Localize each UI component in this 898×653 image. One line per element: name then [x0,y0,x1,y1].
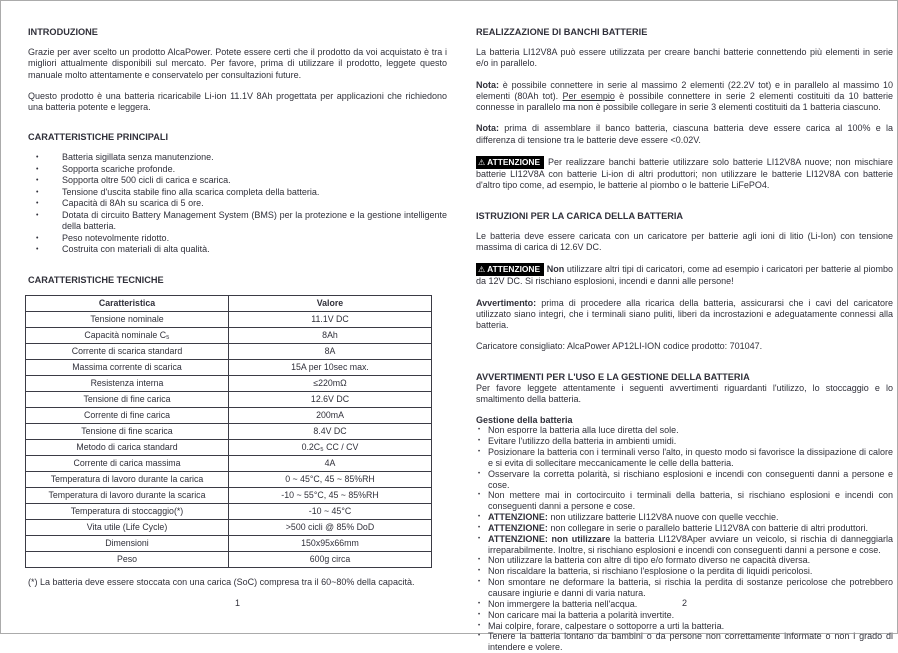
management-item [476,436,893,447]
management-item-text: Non immergere la batteria nell'acqua. [488,598,638,609]
management-item [476,512,893,523]
page-number-1: 1 [234,598,240,608]
charge-paragraph: Le batteria deve essere caricata con un caricatore per batterie agli ioni di litio (Li-Ion) con tensione massima di carica di 12.6V DC. [476,230,893,252]
spec-value: ≤220mΩ [229,375,432,391]
warning-block-1: ⚠ ATTENZIONE Per realizzare banchi batterie utilizzare solo batterie LI12V8A nuove; non mischiare batterie LI12V8A con batterie Li-ion di altri produttori; non utilizzare le batterie LI12V8A con batterie d'altro tipo come, ad esempio, le batterie al piombo o le batterie LiFePO4. [476,157,893,191]
page-number-2: 2 [681,598,687,608]
intro-paragraph-1: Grazie per aver scelto un prodotto AlcaPower. Potete essere certi che il prodotto da voi acquistato è tra i migliori attualmente disponibili sul mercato. Per favore, prima di utilizzare il prodotto, leggete questo manuale molto attentamente e conservatelo per consultazioni future. [28,47,447,80]
spec-row [26,343,432,359]
spec-label: Tensione di fine carica [26,391,229,407]
management-item-text: non utilizzare batterie LI12V8A nuove con quelle vecchie. [547,512,779,523]
intro-paragraph-2: Questo prodotto è una batteria ricaricabile Li-ion 11.1V 8Ah progettata per applicazioni che richiedono una batteria potente e leggera. [28,90,447,113]
spec-value: 0 ~ 45°C, 45 ~ 85%RH [229,471,432,487]
spec-row [26,375,432,391]
management-item-text: Evitare l'utilizzo della batteria in ambienti umidi. [488,436,677,447]
feature-item: • Costruita con materiali di alta qualità. [28,244,447,255]
spec-value: -10 ~ 45°C [229,503,432,519]
page-1 [28,27,447,619]
management-item [476,555,893,566]
page-2 [476,27,893,653]
spec-row [26,551,432,567]
feature-item: • Sopporta oltre 500 cicli di carica e scarica. [28,175,447,186]
spec-row [26,439,432,455]
management-item-text: Non utilizzare la batteria con altre di tipo e/o formato diverso ne capacità diversa. [488,555,811,566]
usage-heading: AVVERTIMENTI PER L'USO E LA GESTIONE DELLA BATTERIA [476,371,750,382]
advice-paragraph: Avvertimento: prima di procedere alla ricarica della batteria, assicurarsi che i cavi del caricatore utilizzato siano integri, che i terminali siano puliti, liberi da incrostazioni e adeguatamente connessi alla batteria. [476,297,893,331]
note-1: Nota: è possibile connettere in serie al massimo 2 elementi (22.2V tot) e in parallelo al massimo 10 elementi (80Ah tot). Per esempio è possibile connettere in serie 2 elementi costituiti da 10 batterie connesse in parallelo ma non è possibile collegare in serie 3 elementi costituiti da 1 batteria ciascuno. [476,79,893,113]
warning-block-2: ⚠ ATTENZIONE Non utilizzare altri tipi di caricatori, come ad esempio i caricatori per batterie al piombo da 12V DC. Si rischiano esplosioni, incendi e danni alle persone! [476,264,893,287]
management-item-text: Mai colpire, forare, calpestare o sottoporre a urti la batteria. [488,620,725,631]
warning-badge-label: ATTENZIONE [487,264,541,275]
feature-item: • Tensione d'uscita stabile fino alla scarica completa della batteria. [28,187,447,198]
management-item [476,621,893,632]
spec-label: Temperatura di stoccaggio(*) [26,503,229,519]
spec-label: Vita utile (Life Cycle) [26,519,229,535]
spec-value: >500 cicli @ 85% DoD [229,519,432,535]
usage-paragraph: Per favore leggete attentamente i seguenti avvertimenti riguardanti l'utilizzo, lo stoccaggio e lo smaltimento della batteria. [476,382,893,405]
spec-table-body [26,311,432,567]
spec-value: 12.6V DC [229,391,432,407]
management-item-text: Non caricare mai la batteria a polarità invertite. [488,609,675,620]
banks-heading: REALIZZAZIONE DI BANCHI BATTERIE [476,27,648,37]
tech-heading: CARATTERISTICHE TECNICHE [28,274,164,285]
management-item [476,610,893,621]
spec-value: 8.4V DC [229,423,432,439]
management-item-text: la batteria LI12V8Aper avviare un veicolo, si rischia di danneggiarla irreparabilmente. Inoltre, si rischiano esplosioni e incendi con conseguenti danni a persone e cose. [488,533,893,555]
spec-label: Resistenza interna [26,375,229,391]
spec-row [26,519,432,535]
spec-label: Peso [26,551,229,567]
spec-row [26,311,432,327]
spec-row [26,407,432,423]
management-item [476,534,893,556]
management-item [476,523,893,534]
management-item [476,469,893,491]
intro-heading: INTRODUZIONE [28,27,98,37]
spec-label: Tensione di fine scarica [26,423,229,439]
spec-label: Temperatura di lavoro durante la scarica [26,487,229,503]
management-item-bold: ATTENZIONE: [488,512,548,523]
table-footnote: (*) La batteria deve essere stoccata con una carica (SoC) compresa tra il 60~80% della capacità. [28,576,415,587]
management-subheading: Gestione della batteria [476,415,573,426]
spec-label: Metodo di carica standard [26,439,229,455]
warning-triangle-icon: ⚠ [478,158,486,168]
spec-value: 600g circa [229,551,432,567]
spec-label: Massima corrente di scarica [26,359,229,375]
management-item-text: Osservare la corretta polarità, si rischiano esplosioni e incendi con conseguenti danni a persone e cose. [488,468,893,490]
feature-item: • Batteria sigillata senza manutenzione. [28,152,447,163]
management-item [476,447,893,469]
warning-badge [476,156,544,169]
spec-header-caratteristica: Caratteristica [26,295,229,311]
management-item-text: non collegare in serie o parallelo batterie LI12V8A con batterie di altri produttori. [547,522,869,533]
spec-row [26,327,432,343]
features-list [28,152,447,255]
spec-row [26,359,432,375]
banks-paragraph: La batteria LI12V8A può essere utilizzata per creare banchi batterie connettendo più elementi in serie e/o in parallelo. [476,47,893,69]
spec-row [26,487,432,503]
management-item-text: Non esporre la batteria alla luce diretta del sole. [488,425,679,436]
spec-value: 150x95x66mm [229,535,432,551]
management-item [476,490,893,512]
features-heading: CARATTERISTICHE PRINCIPALI [28,132,169,143]
feature-item: • Capacità di 8Ah su scarica di 5 ore. [28,198,447,209]
spec-label: Capacità nominale C₅ [26,327,229,343]
charge-heading: ISTRUZIONI PER LA CARICA DELLA BATTERIA [476,210,684,221]
warning-triangle-icon: ⚠ [478,265,486,275]
spec-value: 15A per 10sec max. [229,359,432,375]
spec-value: 8Ah [229,327,432,343]
management-item [476,577,893,599]
feature-item: • Peso notevolmente ridotto. [28,233,447,244]
spec-value: 8A [229,343,432,359]
spec-label: Dimensioni [26,535,229,551]
spec-value: 200mA [229,407,432,423]
spec-value: -10 ~ 55°C, 45 ~ 85%RH [229,487,432,503]
spec-row [26,455,432,471]
management-list [476,425,893,653]
spec-row [26,423,432,439]
spec-value: 4A [229,455,432,471]
management-item-text: Non mettere mai in cortocircuito i terminali della batteria, si rischiano esplosioni e incendi con conseguenti danni a persone e cose. [488,490,893,512]
management-item-text: Tenere la batteria lontano da bambini o da persone non correttamente informate o non i grado di intendere e volere. [488,631,893,653]
spec-row [26,503,432,519]
spec-header-valore: Valore [229,295,432,311]
management-item-text: Posizionare la batteria con i terminali verso l'alto, in questo modo si favorisce la dissipazione di calore e si evita di sollecitare meccanicamente le celle della batteria. [488,447,893,468]
spec-label: Corrente di scarica standard [26,343,229,359]
management-item [476,631,893,653]
management-item-bold: ATTENZIONE: [488,522,548,533]
spec-row [26,391,432,407]
management-item-text: Non smontare ne deformare la batteria, si rischia la perdita di sostanze pericolose che potrebbero causare ingiurie e danni di varia natura. [488,577,893,598]
warning-badge [476,263,544,276]
spec-label: Temperatura di lavoro durante la carica [26,471,229,487]
spec-value: 0.2C₅ CC / CV [229,439,432,455]
charger-recommendation: Caricatore consigliato: AlcaPower AP12LI-ION codice prodotto: 701047. [476,341,763,352]
management-item-bold: ATTENZIONE: non utilizzare [488,533,611,544]
spec-row [26,471,432,487]
spec-label: Tensione nominale [26,311,229,327]
spec-header-row [26,295,432,311]
feature-item: • Sopporta scariche profonde. [28,164,447,175]
spec-table [25,295,432,568]
feature-item: • Dotata di circuito Battery Management System (BMS) per la protezione e la gestione intelligente della batteria. [28,210,447,233]
management-item-text: Non riscaldare la batteria, si rischiano l'esplosione o la perdita di liquidi pericolosi. [488,566,813,577]
management-item [476,425,893,436]
note-2: Nota: prima di assemblare il banco batteria, ciascuna batteria deve essere carica al 100% e la differenza di tensione tra le batterie deve essere <0.02V. [476,123,893,145]
spec-label: Corrente di carica massima [26,455,229,471]
spec-value: 11.1V DC [229,311,432,327]
spec-row [26,535,432,551]
warning-badge-label: ATTENZIONE [487,157,541,168]
spec-label: Corrente di fine carica [26,407,229,423]
management-item [476,566,893,577]
